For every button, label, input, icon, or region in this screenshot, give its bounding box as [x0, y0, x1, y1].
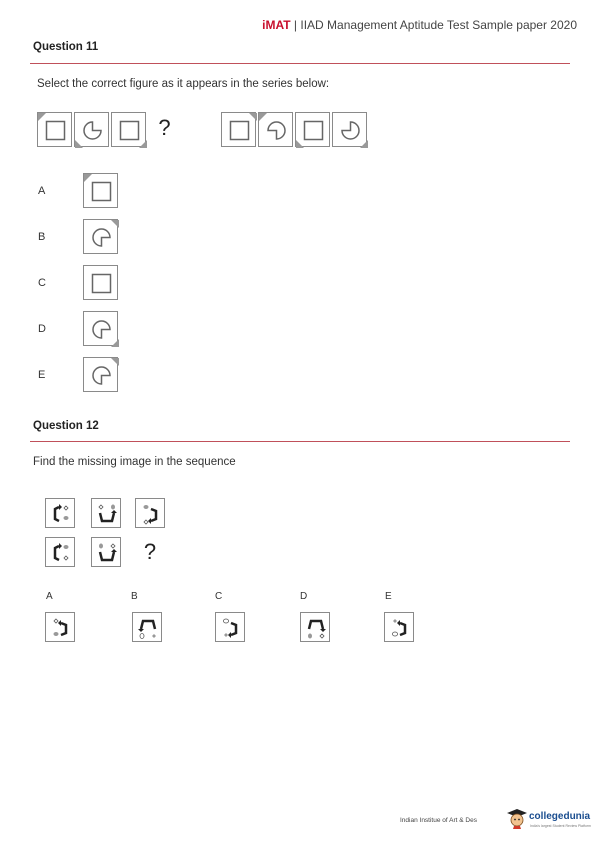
q12-option-e-label: E	[385, 591, 392, 602]
series-question-mark: ?	[158, 115, 171, 140]
q12-title: Question 12	[33, 420, 99, 432]
q11-option-d-label: D	[38, 323, 46, 335]
q12-option-a-figure[interactable]	[45, 612, 75, 642]
series-tile-5	[221, 112, 256, 147]
q12-option-e-figure[interactable]	[384, 612, 414, 642]
q12-option-a-label: A	[46, 591, 53, 602]
series-tile-6	[258, 112, 293, 147]
q12-grid-r2c2	[91, 537, 121, 567]
q12-grid-r1c2	[91, 498, 121, 528]
footer-institute: Indian Institue of Art & Des	[400, 817, 477, 824]
q11-option-c-label: C	[38, 277, 46, 289]
q11-option-a-figure[interactable]	[83, 173, 118, 208]
q11-divider	[30, 63, 570, 64]
series-tile-8	[332, 112, 367, 147]
q11-option-d-figure[interactable]	[83, 311, 118, 346]
q11-title: Question 11	[33, 41, 99, 53]
collegedunia-mascot-icon	[506, 808, 528, 830]
series-tile-3	[111, 112, 146, 147]
series-tile-1	[37, 112, 72, 147]
q12-option-b-figure[interactable]	[132, 612, 162, 642]
header-brand: iMAT	[262, 18, 291, 32]
header-separator: |	[290, 18, 301, 32]
q12-option-d-figure[interactable]	[300, 612, 330, 642]
q12-grid-r2c1	[45, 537, 75, 567]
q12-divider	[30, 441, 570, 442]
q12-option-c-label: C	[215, 591, 223, 602]
q11-option-e-figure[interactable]	[83, 357, 118, 392]
q11-option-b-label: B	[38, 231, 46, 243]
page-header	[262, 18, 577, 32]
q11-option-c-figure[interactable]	[83, 265, 118, 300]
collegedunia-tagline: India's largest Student Review Platform	[530, 824, 591, 828]
q12-option-c-figure[interactable]	[215, 612, 245, 642]
q12-question-mark: ?	[143, 539, 157, 564]
series-qmark-tile	[148, 112, 183, 147]
q12-grid-r2c3	[135, 537, 165, 567]
q12-option-d-label: D	[300, 591, 308, 602]
q11-option-b-figure[interactable]	[83, 219, 118, 254]
q12-prompt: Find the missing image in the sequence	[33, 456, 236, 468]
collegedunia-logo-text: collegedunia	[529, 811, 591, 822]
q11-option-e-label: E	[38, 369, 46, 381]
q11-option-a-label: A	[38, 185, 46, 197]
q11-prompt: Select the correct figure as it appears in the series below:	[37, 78, 330, 90]
series-tile-7	[295, 112, 330, 147]
q12-option-b-label: B	[131, 591, 138, 602]
q12-grid-r1c1	[45, 498, 75, 528]
series-tile-2	[74, 112, 109, 147]
header-title: IIAD Management Aptitude Test Sample paper 2020	[300, 18, 577, 32]
q12-grid-r1c3	[135, 498, 165, 528]
